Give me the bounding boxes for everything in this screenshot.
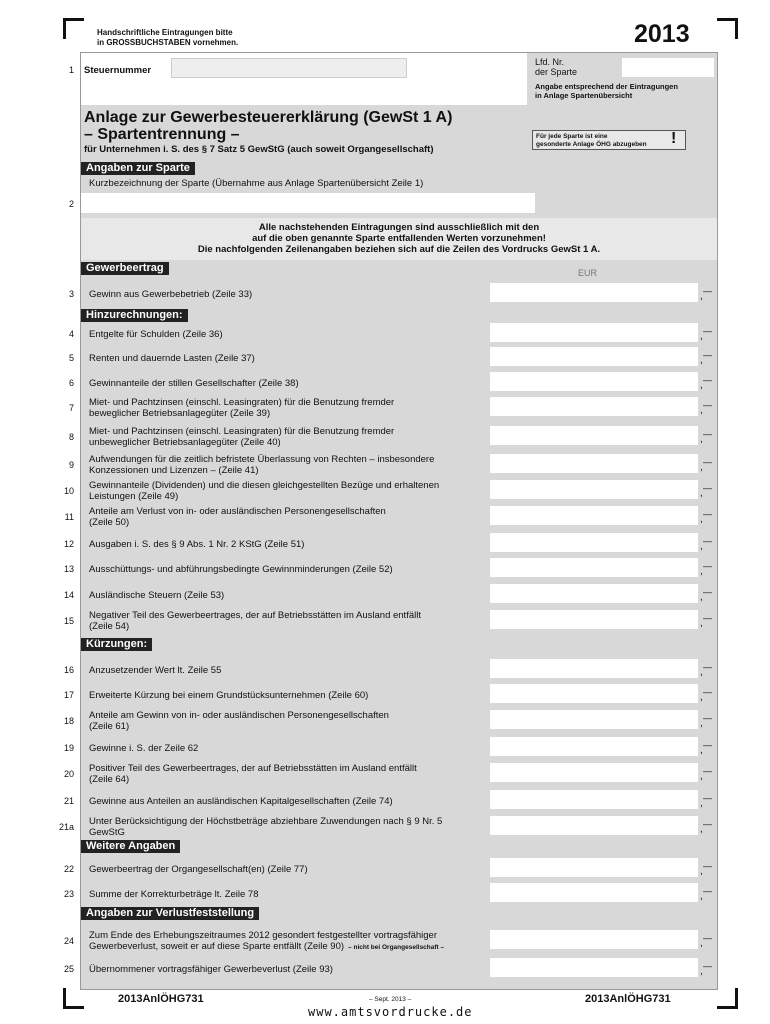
cents-dash: — (703, 509, 712, 519)
decimal-comma: , (700, 866, 703, 877)
label-line-2 (89, 491, 439, 502)
cents-dash: — (703, 350, 712, 360)
cents-dash: — (703, 886, 712, 896)
label-line-2-text: GewStG (89, 827, 125, 838)
lfd-nr-line-2: der Sparte (535, 67, 578, 77)
decimal-comma: , (700, 771, 703, 782)
notice-line-3: Die nachfolgenden Zeilenangaben beziehen sich auf die Zeilen des Vordrucks GewSt 1 A. (197, 244, 601, 255)
decimal-comma: , (700, 405, 703, 416)
decimal-comma: , (700, 692, 703, 703)
decimal-comma: , (700, 592, 703, 603)
row-number: 9 (68, 460, 74, 470)
row-number: 13 (63, 564, 74, 574)
form-title: Anlage zur Gewerbesteuererklärung (GewSt 1 A) (84, 109, 453, 126)
row-number: 7 (68, 403, 74, 413)
row-label-r9 (89, 454, 434, 476)
sparte-label: Kurzbezeichnung der Sparte (Übernahme aus Anlage Spartenübersicht Zeile 1) (89, 178, 424, 189)
row-number: 15 (63, 616, 74, 626)
amount-input-r15[interactable] (490, 610, 698, 629)
cents-dash: — (703, 740, 712, 750)
row-number: 5 (68, 353, 74, 363)
row-number: 10 (63, 486, 74, 496)
cents-dash: — (703, 766, 712, 776)
amount-input-r17[interactable] (490, 684, 698, 703)
row-label-r17: Erweiterte Kürzung bei einem Grundstücksunternehmen (Zeile 60) (89, 690, 369, 701)
amount-input-r6[interactable] (490, 372, 698, 391)
cents-dash: — (703, 375, 712, 385)
label-line-1: Anteile am Verlust von in- oder ausländischen Personengesellschaften (89, 506, 386, 517)
cents-dash: — (703, 961, 712, 971)
row-label-r10 (89, 480, 439, 502)
row-label-r25: Übernommener vortragsfähiger Gewerbeverlust (Zeile 93) (89, 964, 333, 975)
decimal-comma: , (700, 541, 703, 552)
decimal-comma: , (700, 566, 703, 577)
cents-dash: — (703, 561, 712, 571)
label-line-1: Negativer Teil des Gewerbeertrages, der auf Betriebsstätten im Ausland entfällt (89, 610, 421, 621)
lfd-nr-input[interactable] (622, 58, 714, 77)
decimal-comma: , (700, 380, 703, 391)
row-label-r21: Gewinne aus Anteilen an ausländischen Kapitalgesellschaften (Zeile 74) (89, 796, 393, 807)
amount-input-r24[interactable] (490, 930, 698, 949)
amount-input-r20[interactable] (490, 763, 698, 782)
section-weitere-angaben: Weitere Angaben (81, 840, 180, 853)
label-line-2 (89, 721, 389, 732)
label-line-2 (89, 774, 417, 785)
row-number: 24 (63, 936, 74, 946)
decimal-comma: , (700, 938, 703, 949)
row-label-r4: Entgelte für Schulden (Zeile 36) (89, 329, 223, 340)
decimal-comma: , (700, 798, 703, 809)
amount-input-r14[interactable] (490, 584, 698, 603)
row-number: 1 (68, 65, 74, 75)
row-label-r24 (89, 930, 444, 953)
label-line-1: Positiver Teil des Gewerbeertrages, der auf Betriebsstätten im Ausland entfällt (89, 763, 417, 774)
label-line-1: Miet- und Pachtzinsen (einschl. Leasingraten) für die Benutzung fremder (89, 397, 395, 408)
decimal-comma: , (700, 434, 703, 445)
decimal-comma: , (700, 824, 703, 835)
cents-dash: — (703, 286, 712, 296)
amount-input-r13[interactable] (490, 558, 698, 577)
decimal-comma: , (700, 514, 703, 525)
label-line-2-text: (Zeile 61) (89, 721, 130, 732)
amount-input-r16[interactable] (490, 659, 698, 678)
cents-dash: — (703, 613, 712, 623)
amount-input-r9[interactable] (490, 454, 698, 473)
label-line-2 (89, 408, 394, 419)
section-sparte: Angaben zur Sparte (81, 162, 195, 175)
label-line-2-text: beweglicher Betriebsanlagegüter (Zeile 39) (89, 408, 271, 419)
cents-dash: — (703, 536, 712, 546)
label-line-2-text: (Zeile 54) (89, 621, 130, 632)
label-line-2 (89, 465, 434, 476)
row-label-r5: Renten und dauernde Lasten (Zeile 37) (89, 353, 255, 364)
label-line-1: Zum Ende des Erhebungszeitraumes 2012 gesondert festgestellter vortragsfähiger (89, 930, 438, 941)
cents-dash: — (703, 326, 712, 336)
amount-input-r4[interactable] (490, 323, 698, 342)
row-number: 18 (63, 716, 74, 726)
cents-dash: — (703, 713, 712, 723)
amount-input-r7[interactable] (490, 397, 698, 416)
note-line-1: Für jede Sparte ist eine (536, 133, 608, 140)
cents-dash: — (703, 687, 712, 697)
separate-form-note (532, 130, 686, 150)
amount-input-r19[interactable] (490, 737, 698, 756)
form-code-left: 2013AnlÖHG731 (118, 993, 204, 1005)
section-kuerzungen: Kürzungen: (81, 638, 152, 651)
amount-input-r23[interactable] (490, 883, 698, 902)
amount-input-r3[interactable] (490, 283, 698, 302)
steuernummer-input[interactable] (171, 58, 407, 78)
label-line-2 (89, 621, 421, 632)
label-line-2 (89, 941, 444, 953)
decimal-comma: , (700, 618, 703, 629)
cents-dash: — (703, 457, 712, 467)
form-year: 2013 (634, 20, 690, 48)
row-label-r7 (89, 397, 394, 419)
row-number: 22 (63, 864, 74, 874)
currency-label: EUR (578, 268, 598, 278)
form-scope: für Unternehmen i. S. des § 7 Satz 5 GewStG (auch soweit Organgesellschaft) (84, 144, 434, 155)
notice-line-2: auf die oben genannte Sparte entfallenden Werten vorzunehmen! (252, 233, 546, 244)
row-number: 17 (63, 690, 74, 700)
cents-dash: — (703, 662, 712, 672)
amount-input-r25[interactable] (490, 958, 698, 977)
decimal-comma: , (700, 891, 703, 902)
label-line-2-text: (Zeile 50) (89, 517, 130, 528)
lfd-nr-label (535, 57, 577, 77)
row-number: 21 (63, 796, 74, 806)
row-number: 2 (68, 199, 74, 209)
decimal-comma: , (700, 462, 703, 473)
hint-line-1: Handschriftliche Eintragungen bitte (97, 28, 233, 37)
section-verlustfeststellung: Angaben zur Verlustfeststellung (81, 907, 259, 920)
website-url: www.amtsvordrucke.de (308, 1005, 473, 1019)
row-number: 4 (68, 329, 74, 339)
row-number: 16 (63, 665, 74, 675)
label-line-2-text: (Zeile 64) (89, 774, 130, 785)
hint-line-2: in GROSSBUCHSTABEN vornehmen. (97, 38, 239, 47)
form-subtitle: – Spartentrennung – (84, 126, 240, 143)
decimal-comma: , (700, 667, 703, 678)
amount-input-r22[interactable] (490, 858, 698, 877)
cents-dash: — (703, 400, 712, 410)
row-label-r18 (89, 710, 389, 732)
lfd-note-line-1: Angabe entsprechend der Eintragungen (535, 82, 678, 91)
row-label-r15 (89, 610, 421, 632)
label-line-2-text: Konzessionen und Lizenzen – (Zeile 41) (89, 465, 259, 476)
row-label-r6: Gewinnanteile der stillen Gesellschafter (Zeile 38) (89, 378, 299, 389)
label-line-1: Aufwendungen für die zeitlich befristete Überlassung von Rechten – insbesondere (89, 454, 435, 465)
lfd-nr-line-1: Lfd. Nr. (535, 57, 565, 67)
row-label-r20 (89, 763, 417, 785)
row-label-r14: Ausländische Steuern (Zeile 53) (89, 590, 225, 601)
label-line-2 (89, 517, 386, 528)
label-line-2 (89, 827, 442, 838)
row-number: 25 (63, 964, 74, 974)
label-line-1: Anteile am Gewinn von in- oder ausländischen Personengesellschaften (89, 710, 389, 721)
lfd-nr-note (535, 82, 678, 100)
row-number: 14 (63, 590, 74, 600)
amount-input-r21a[interactable] (490, 816, 698, 835)
label-line-2-text: Leistungen (Zeile 49) (89, 491, 179, 502)
label-line-1: Gewinnanteile (Dividenden) und die diesen gleichgestellten Bezüge und erhaltenen (89, 480, 440, 491)
row-label-r16: Anzusetzender Wert lt. Zeile 55 (89, 665, 222, 676)
note-line-2: gesonderte Anlage ÖHG abzugeben (536, 141, 647, 148)
amount-input-r10[interactable] (490, 480, 698, 499)
corner-mark-top-left (63, 18, 84, 39)
sparte-input[interactable] (81, 193, 535, 213)
decimal-comma: , (700, 291, 703, 302)
amount-input-r5[interactable] (490, 347, 698, 366)
notice-line-1: Alle nachstehenden Eintragungen sind ausschließlich mit den (258, 222, 540, 233)
decimal-comma: , (700, 745, 703, 756)
row-number: 8 (68, 432, 74, 442)
amount-input-r21[interactable] (490, 790, 698, 809)
row-number: 12 (63, 539, 74, 549)
label-line-2-text: Gewerbeverlust, soweit er auf diese Sparte entfällt (Zeile 90) (89, 941, 345, 952)
cents-dash: — (703, 933, 712, 943)
corner-mark-bottom-right (717, 988, 738, 1009)
cents-dash: — (703, 861, 712, 871)
label-line-1: Unter Berücksichtigung der Höchstbeträge abziehbare Zuwendungen nach § 9 Nr. 5 (89, 816, 443, 827)
row-label-r3: Gewinn aus Gewerbebetrieb (Zeile 33) (89, 289, 253, 300)
cents-dash: — (703, 587, 712, 597)
row-label-r12: Ausgaben i. S. des § 9 Abs. 1 Nr. 2 KStG (Zeile 51) (89, 539, 305, 550)
row-label-r8 (89, 426, 394, 448)
notice-text (81, 222, 717, 255)
row-number: 19 (63, 743, 74, 753)
label-line-2-text: unbeweglicher Betriebsanlagegüter (Zeile 40) (89, 437, 281, 448)
cents-dash: — (703, 483, 712, 493)
row-number: 23 (63, 889, 74, 899)
section-gewerbeertrag: Gewerbeertrag (81, 262, 169, 275)
row-label-r11 (89, 506, 386, 528)
row-label-r13: Ausschüttungs- und abführungsbedingte Gewinnminderungen (Zeile 52) (89, 564, 393, 575)
row-number: 6 (68, 378, 74, 388)
section-hinzurechnungen: Hinzurechnungen: (81, 309, 188, 322)
row-label-r21a (89, 816, 442, 838)
row-label-r19: Gewinne i. S. der Zeile 62 (89, 743, 199, 754)
organgesellschaft-note: – nicht bei Organgesellschaft – (348, 944, 445, 951)
row-number: 21a (58, 822, 74, 832)
decimal-comma: , (700, 718, 703, 729)
row-number: 3 (68, 289, 74, 299)
cents-dash: — (703, 429, 712, 439)
label-line-2 (89, 437, 394, 448)
decimal-comma: , (700, 331, 703, 342)
amount-input-r11[interactable] (490, 506, 698, 525)
row-number: 11 (64, 512, 74, 522)
corner-mark-bottom-left (63, 988, 84, 1009)
form-code-right: 2013AnlÖHG731 (585, 993, 671, 1005)
row-label-r22: Gewerbeertrag der Organgesellschaft(en) (Zeile 77) (89, 864, 308, 875)
decimal-comma: , (700, 355, 703, 366)
lfd-note-line-2: in Anlage Spartenübersicht (535, 91, 633, 100)
corner-mark-top-right (717, 18, 738, 39)
amount-input-r18[interactable] (490, 710, 698, 729)
exclamation-icon: ! (671, 130, 677, 147)
row-label-r23: Summe der Korrekturbeträge lt. Zeile 78 (89, 889, 259, 900)
cents-dash: — (703, 819, 712, 829)
label-line-1: Miet- und Pachtzinsen (einschl. Leasingraten) für die Benutzung fremder (89, 426, 395, 437)
cents-dash: — (703, 793, 712, 803)
decimal-comma: , (700, 966, 703, 977)
steuernummer-label: Steuernummer (84, 65, 152, 76)
form-date: – Sept. 2013 – (369, 996, 412, 1003)
amount-input-r8[interactable] (490, 426, 698, 445)
row-number: 20 (63, 769, 74, 779)
decimal-comma: , (700, 488, 703, 499)
handwriting-hint (97, 28, 238, 48)
amount-input-r12[interactable] (490, 533, 698, 552)
